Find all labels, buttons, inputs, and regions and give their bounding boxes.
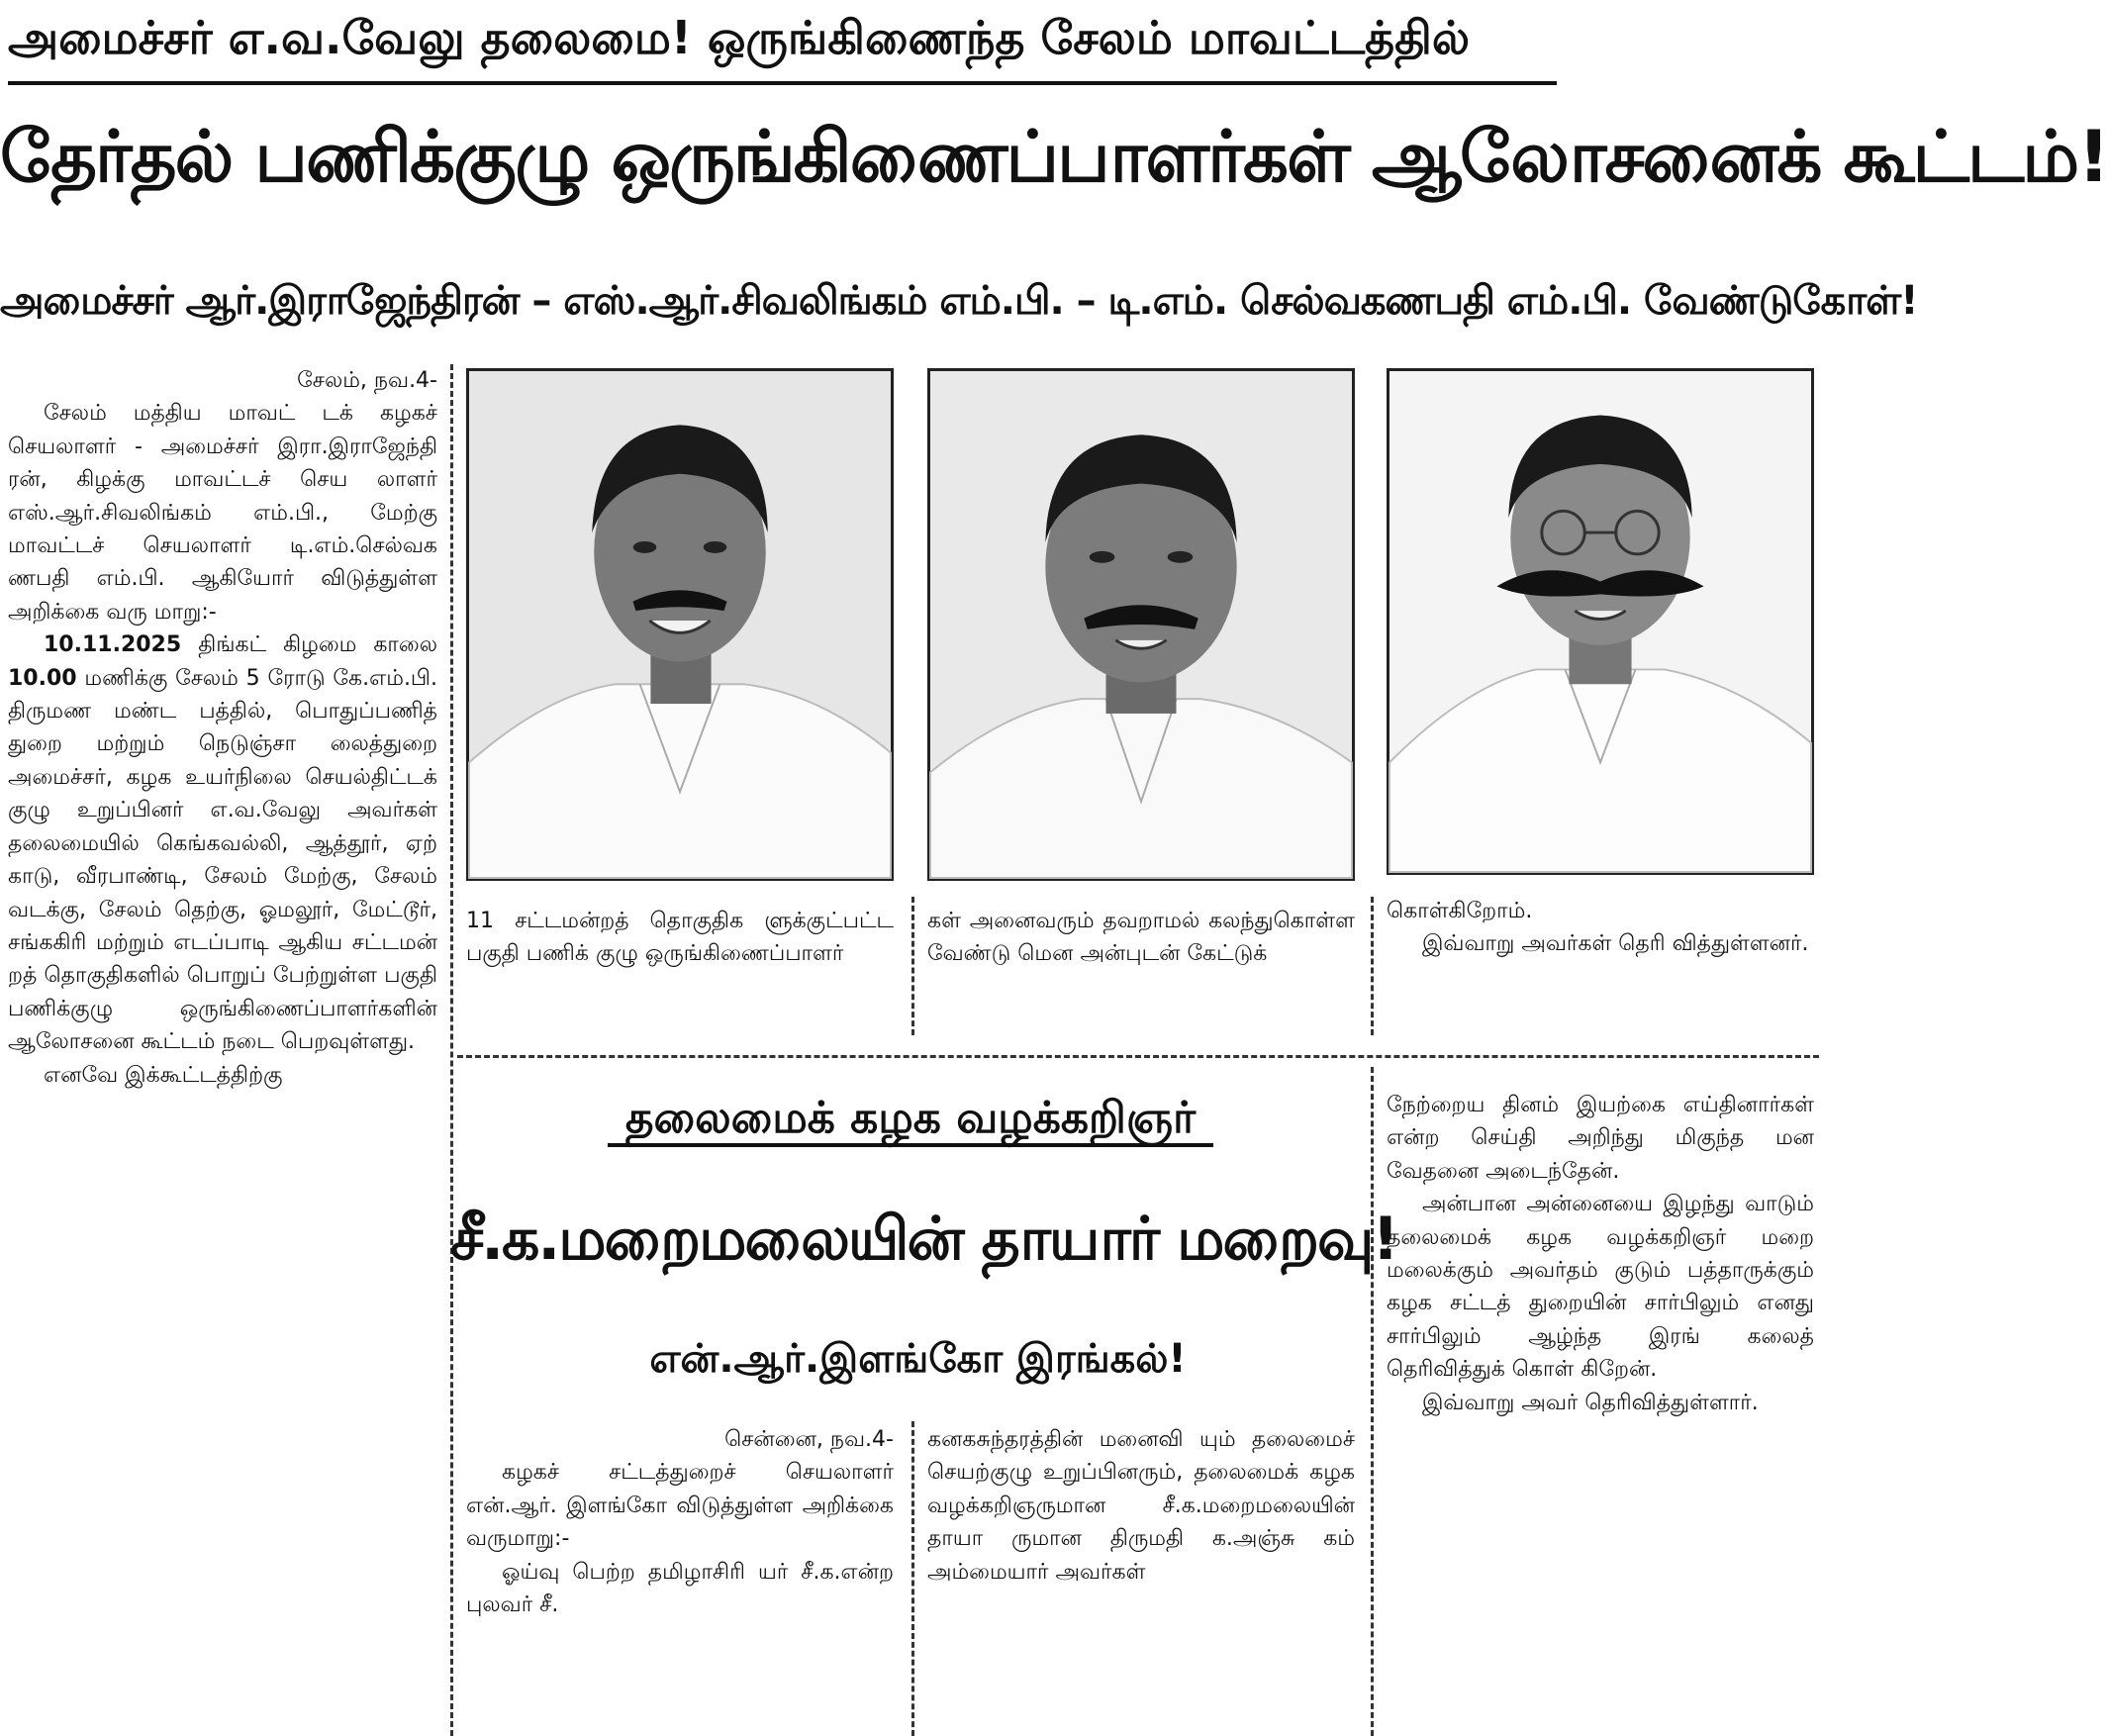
article2-subhead: என்.ஆர்.இளங்கோ இரங்கல்! bbox=[649, 1336, 1187, 1382]
article2-kicker-text: தலைமைக் கழக வழக்கறிஞர் bbox=[608, 1093, 1213, 1147]
article-divider bbox=[457, 1055, 1819, 1058]
article2-dateline: சென்னை, நவ.4- bbox=[724, 1427, 894, 1452]
article1-subhead: அமைச்சர் ஆர்.இராஜேந்திரன் – எஸ்.ஆர்.சிவலிங்கம் எம்.பி. – டி.எம். செல்வகணபதி எம்.பி. வேண்டுகோள்! bbox=[0, 278, 1918, 324]
article1-kicker: அமைச்சர் எ.வ.வேலு தலைமை! ஒருங்கிணைந்த சேலம் மாவட்டத்தில் bbox=[8, 11, 1471, 64]
meeting-time: 10.00 bbox=[8, 665, 77, 691]
article2-headline: சீ.க.மறைமலையின் தாயார் மறைவு! bbox=[450, 1205, 1397, 1274]
portrait-photo-3 bbox=[1387, 368, 1814, 875]
article1-paragraph: சேலம் மத்திய மாவட் டக் கழகச் செயலாளர் - அமைச்சர் இரா.இராஜேந்தி ரன், கிழக்கு மாவட்டச் செய லாளர் எஸ்.ஆர்.சிவலிங்கம் எம்.பி., மேற்கு மாவட்டச் செயலாளர் டி.எம்.செல்வக ணபதி எம்.பி. ஆகியோர் விடுத்துள்ள அறிக்கை வரு மாறு:- bbox=[8, 401, 437, 625]
column-divider bbox=[1371, 897, 1374, 1035]
article2-kicker bbox=[455, 1084, 1366, 1153]
article1-paragraph: 11 சட்டமன்றத் தொகுதிக ளுக்குட்பட்ட பகுதி பணிக் குழு ஒருங்கிணைப்பாளர் bbox=[466, 909, 894, 967]
article2-paragraph: ஓய்வு பெற்ற தமிழாசிரி யர் சீ.க.என்ற புலவர் சீ. bbox=[466, 1559, 894, 1618]
portrait-photo-2 bbox=[927, 368, 1355, 881]
article1-paragraph: கொள்கிறோம். bbox=[1387, 899, 1533, 923]
article1-body-column-1 bbox=[8, 364, 437, 1092]
article2-paragraph: கனகசுந்தரத்தின் மனைவி யும் தலைமைச் செயற்குழு உறுப்பினரும், தலைமைக் கழக வழக்கறிஞருமான சீ.க.மறைமலையின் தாயா ருமான திருமதி க.அஞ்சு கம் அம்மையார் அவர்கள் bbox=[927, 1427, 1355, 1585]
article2-paragraph: அன்பான அன்னையை இழந்து வாடும் தலைமைக் கழக வழக்கறிஞர் மறை மலைக்கும் அவர்தம் குடும் பத்தாருக்கும் கழக சட்டத் துறையின் சார்பிலும் எனது சார்பிலும் ஆழ்ந்த இரங் கலைத் தெரிவித்துக் கொள் கிறேன். bbox=[1387, 1192, 1814, 1383]
text-run: திங்கட் கிழமை காலை bbox=[181, 632, 437, 658]
article1-body-column-3 bbox=[927, 905, 1355, 971]
article1-paragraph: எனவே இக்கூட்டத்திற்கு bbox=[44, 1062, 283, 1088]
kicker-underline bbox=[8, 81, 1557, 85]
article2-body-column-3 bbox=[1387, 1089, 1814, 1419]
column-divider bbox=[911, 1421, 914, 1736]
article1-body-column-2 bbox=[466, 905, 894, 971]
article1-headline: தேர்தல் பணிக்குழு ஒருங்கிணைப்பாளர்கள் ஆலோசனைக் கூட்டம்! bbox=[0, 115, 2108, 198]
column-divider bbox=[1371, 1067, 1374, 1736]
portrait-photo-1 bbox=[466, 368, 894, 881]
article2-paragraph: இவ்வாறு அவர் தெரிவித்துள்ளார். bbox=[1422, 1390, 1759, 1415]
article1-dateline: சேலம், நவ.4- bbox=[297, 368, 437, 393]
article1-paragraph: கள் அனைவரும் தவறாமல் கலந்துகொள்ள வேண்டு மென அன்புடன் கேட்டுக் bbox=[927, 909, 1355, 967]
meeting-date: 10.11.2025 bbox=[44, 632, 182, 658]
article2-paragraph: நேற்றைய தினம் இயற்கை எய்தினார்கள் என்ற செய்தி அறிந்து மிகுந்த மன வேதனை அடைந்தேன். bbox=[1387, 1093, 1814, 1184]
article2-body-column-2 bbox=[927, 1423, 1355, 1589]
text-run: மணிக்கு சேலம் 5 ரோடு கே.எம்.பி. திருமண மண்ட பத்தில், பொதுப்பணித் துறை மற்றும் நெடுஞ்சா லைத்துறை அமைச்சர், கழக உயர்நிலை செயல்திட்டக் குழு உறுப்பினர் எ.வ.வேலு அவர்கள் தலைமையில் கெங்கவல்லி, ஆத்தூர், ஏற் காடு, வீரபாண்டி, சேலம் மேற்கு, சேலம் வடக்கு, சேலம் தெற்கு, ஓமலூர், மேட்டூர், சங்ககிரி மற்றும் எடப்பாடி ஆகிய சட்டமன் றத் தொகுதிகளில் பொறுப் பேற்றுள்ள பகுதி பணிக்குழு ஒருங்கிணைப்பாளர்களின் ஆலோசனை கூட்டம் நடை பெறவுள்ளது. bbox=[8, 665, 437, 1055]
article1-body-column-4 bbox=[1387, 895, 1814, 961]
article1-paragraph-meeting bbox=[8, 628, 437, 1058]
article2-body-column-1 bbox=[466, 1423, 894, 1621]
article2-paragraph: கழகச் சட்டத்துறைச் செயலாளர் என்.ஆர். இளங்கோ விடுத்துள்ள அறிக்கை வருமாறு:- bbox=[466, 1460, 894, 1552]
column-divider bbox=[911, 897, 914, 1035]
article1-paragraph: இவ்வாறு அவர்கள் தெரி வித்துள்ளனர். bbox=[1422, 931, 1809, 957]
column-divider bbox=[450, 364, 453, 1736]
